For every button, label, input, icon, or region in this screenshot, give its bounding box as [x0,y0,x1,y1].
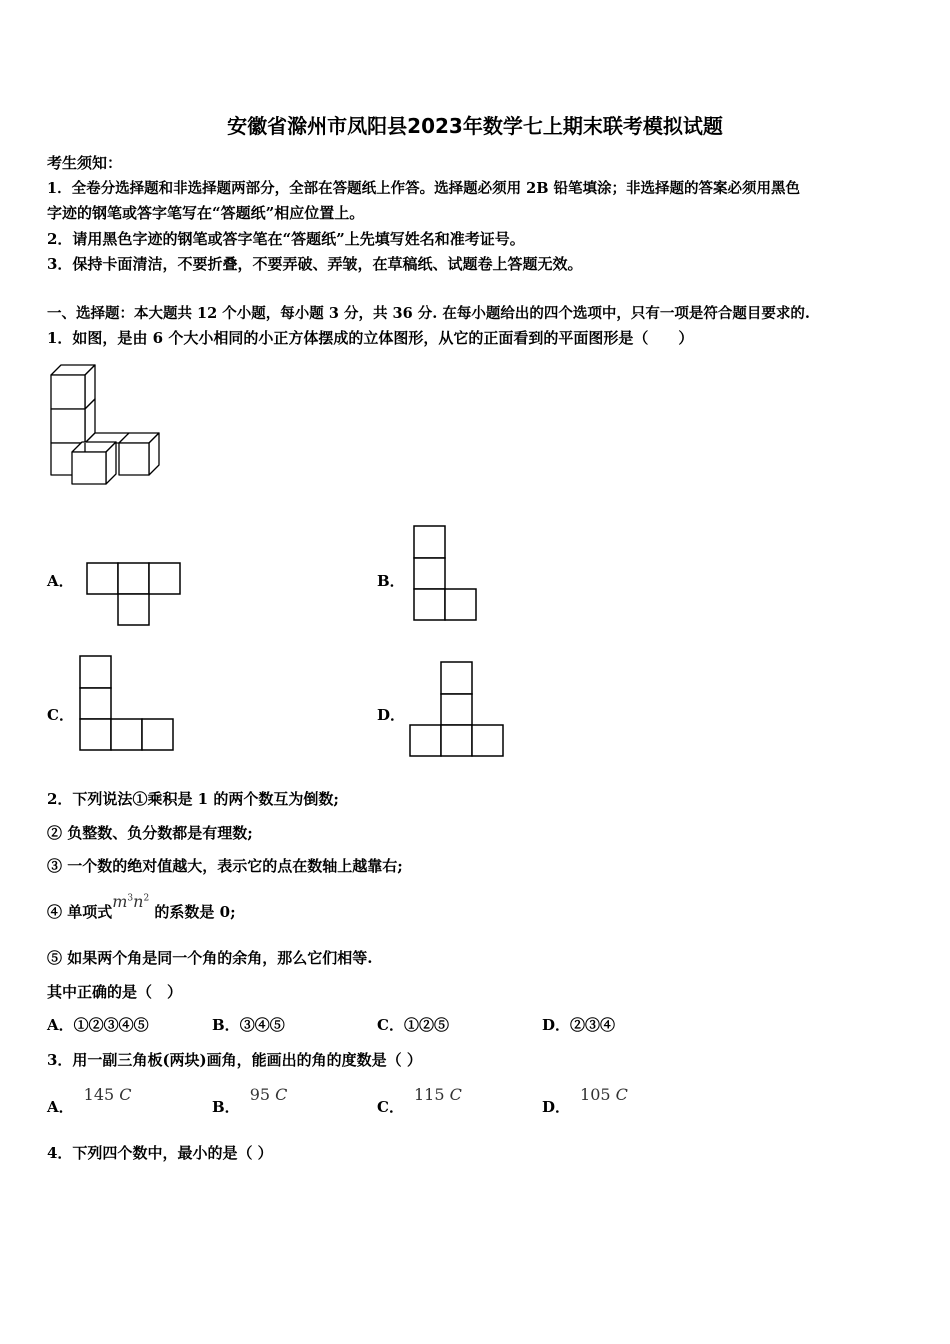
monomial [112,892,149,911]
q1-option-b-label[interactable]: B． [377,572,405,590]
q2-option-a-value: ①②③④⑤ [73,1016,149,1034]
q2-option-a-label: A． [47,1016,74,1034]
q3-option-a-unit: C [119,1085,132,1104]
q3-option-d-unit: C [615,1085,628,1104]
q3-option-a[interactable] [47,1084,132,1116]
q3-option-a-num: 145 [83,1085,115,1104]
question-2-line-5: ⑤ 如果两个角是同一个角的余角，那么它们相等. [47,949,373,967]
question-2-line-3: ③ 一个数的绝对值越大，表示它的点在数轴上越靠右; [47,857,403,875]
q1-option-c-figure[interactable] [79,655,177,752]
q1-option-d-label[interactable]: D． [377,706,406,724]
page-title: 安徽省滁州市凤阳县2023年数学七上期末联考模拟试题 [227,114,723,138]
monomial-n: n [133,892,144,911]
line-4-prefix: ④ 单项式 [47,903,113,921]
q1-option-a-label[interactable]: A． [47,572,74,590]
q2-option-b[interactable] [212,1014,285,1035]
q3-option-a-label: A． [47,1098,74,1116]
question-2-line-2: ② 负整数、负分数都是有理数; [47,824,253,842]
monomial-n-exp: 2 [143,893,150,904]
notice-item-2: 2．请用黑色字迹的钢笔或答字笔在“答题纸”上先填写姓名和准考证号。 [47,230,525,248]
notice-item-1b: 字迹的钢笔或答字笔写在“答题纸”相应位置上。 [47,204,365,222]
q2-option-b-value: ③④⑤ [239,1016,285,1034]
question-2-line-1: 2．下列说法①乘积是 1 的两个数互为倒数; [47,790,339,808]
q2-option-d[interactable] [542,1014,615,1035]
q3-option-c-label: C． [377,1098,404,1116]
q1-option-b-figure[interactable] [413,525,479,622]
cube-figure [48,362,163,487]
q2-option-d-value: ②③④ [570,1016,616,1034]
question-3-text: 3．用一副三角板(两块)画角，能画出的角的度数是（ ） [47,1051,422,1069]
q3-option-b-label: B． [212,1098,240,1116]
notice-heading: 考生须知： [47,154,123,172]
question-1-text: 1．如图，是由 6 个大小相同的小正方体摆成的立体图形，从它的正面看到的平面图形是（ ） [47,329,694,347]
q3-option-d[interactable] [542,1084,628,1116]
line-4-suffix: 的系数是 0; [149,903,236,921]
q3-option-c-num: 115 [413,1085,445,1104]
q1-option-d-figure[interactable] [409,661,507,758]
q1-option-a-figure[interactable] [86,562,182,626]
question-2-line-4 [47,892,236,922]
monomial-m-exp: 3 [127,893,134,904]
q2-option-c-label: C． [377,1016,404,1034]
q2-option-a[interactable] [47,1014,149,1035]
q2-option-d-label: D． [542,1016,571,1034]
q3-option-d-label: D． [542,1098,571,1116]
q2-option-c[interactable] [377,1014,449,1035]
q1-option-c-label[interactable]: C． [47,706,74,724]
monomial-m: m [112,892,128,911]
q3-option-c[interactable] [377,1084,462,1116]
q3-option-b-unit: C [275,1085,288,1104]
question-4-text: 4．下列四个数中，最小的是（ ） [47,1144,273,1162]
notice-item-1a: 1．全卷分选择题和非选择题两部分，全部在答题纸上作答。选择题必须用 2B 铅笔填涂；非选择题的答案必须用黑色 [47,180,801,197]
q3-option-b-num: 95 [249,1085,271,1104]
q2-option-c-value: ①②⑤ [403,1016,449,1034]
q2-option-b-label: B． [212,1016,240,1034]
section-heading: 一、选择题：本大题共 12 个小题，每小题 3 分，共 36 分. 在每小题给出的四个选项中，只有一项是符合题目要求的. [47,305,810,322]
notice-item-3: 3．保持卡面清洁，不要折叠，不要弄破、弄皱，在草稿纸、试题卷上答题无效。 [47,255,583,273]
q3-option-b[interactable] [212,1084,288,1116]
question-2-line-6: 其中正确的是（ ） [47,983,183,1001]
q3-option-d-num: 105 [580,1085,611,1104]
q3-option-c-unit: C [449,1085,462,1104]
